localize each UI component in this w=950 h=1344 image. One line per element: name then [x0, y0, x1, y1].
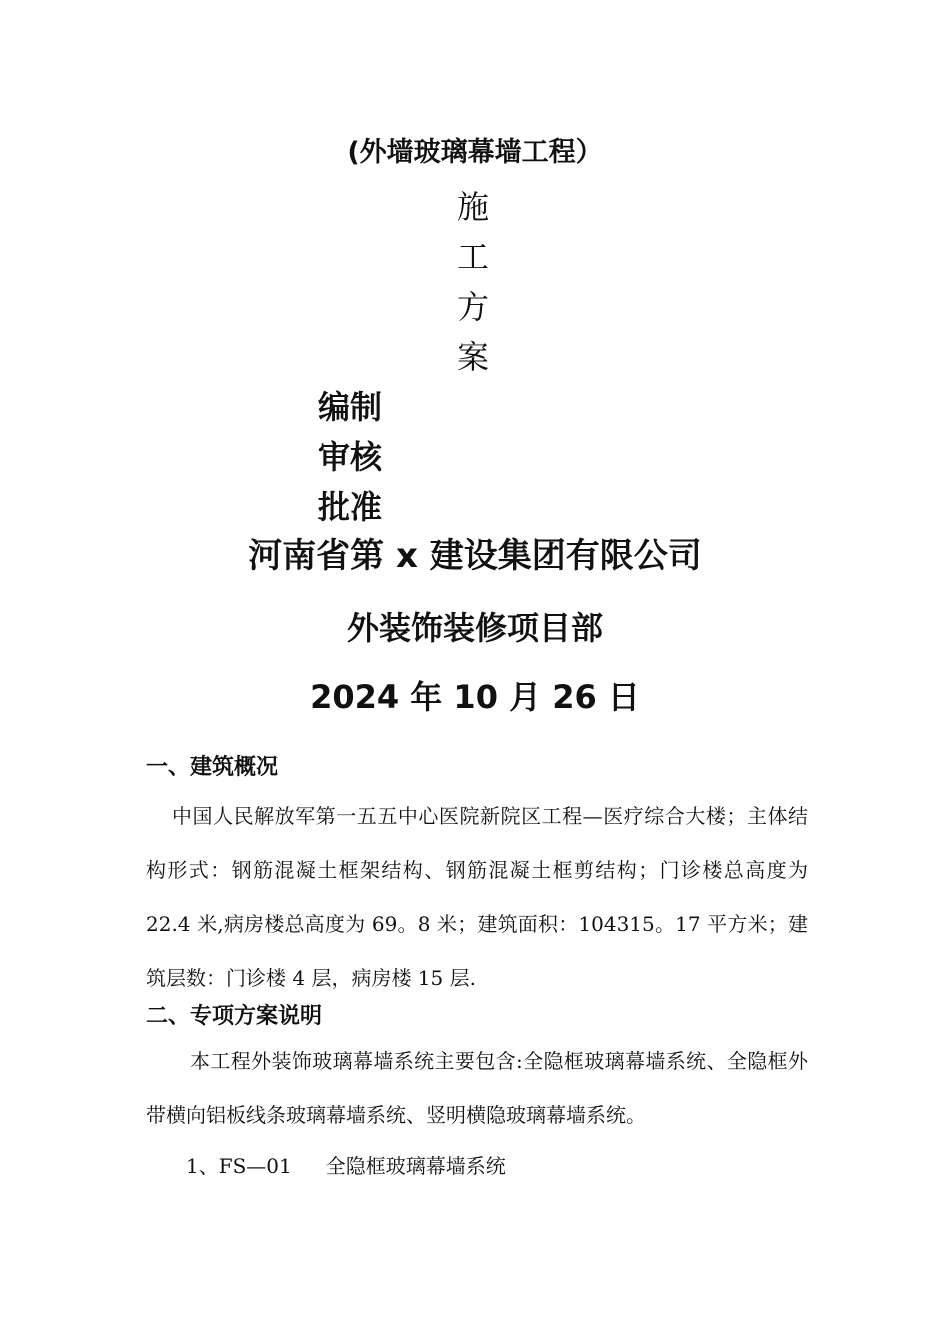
signature-compiled-by: 编制 — [318, 388, 383, 426]
company-name: 河南省第 x 建设集团有限公司 — [248, 536, 702, 576]
system-item-label: 全隐框玻璃幕墙系统 — [325, 1154, 506, 1178]
signature-reviewed-by: 审核 — [318, 438, 383, 476]
section1-paragraph: 中国人民解放军第一五五中心医院新院区工程—医疗综合大楼；主体结构形式：钢筋混凝土框架结构、钢筋混凝土框剪结构；门诊楼总高度为 22.4 米,病房楼总高度为 69。8 米；建筑面积：104315。17 平方米；建筑层数：门诊楼 4 层，病房楼 15 层. — [146, 804, 808, 990]
section2-paragraph: 本工程外装饰玻璃幕墙系统主要包含:全隐框玻璃幕墙系统、全隐框外带横向铝板线条玻璃幕墙系统、竖明横隐玻璃幕墙系统。 — [146, 1049, 808, 1127]
cover-title-char-4: 案 — [457, 338, 490, 376]
section2-body — [146, 1034, 808, 1142]
cover-title-char-2: 工 — [457, 238, 490, 276]
section2-heading: 二、专项方案说明 — [146, 1004, 323, 1029]
system-item-1 — [186, 1150, 506, 1179]
section1-body — [146, 789, 808, 1005]
cover-title-char-3: 方 — [457, 288, 490, 326]
document-date: 2024 年 10 月 26 日 — [310, 678, 640, 716]
department-name: 外装饰装修项目部 — [346, 609, 603, 647]
section1-heading: 一、建筑概况 — [146, 755, 279, 780]
cover-title-char-1: 施 — [457, 188, 490, 226]
cover-subtitle: (外墙玻璃幕墙工程） — [347, 137, 603, 168]
signature-approved-by: 批准 — [318, 488, 383, 526]
system-item-number: 1、FS—01 — [186, 1154, 292, 1178]
